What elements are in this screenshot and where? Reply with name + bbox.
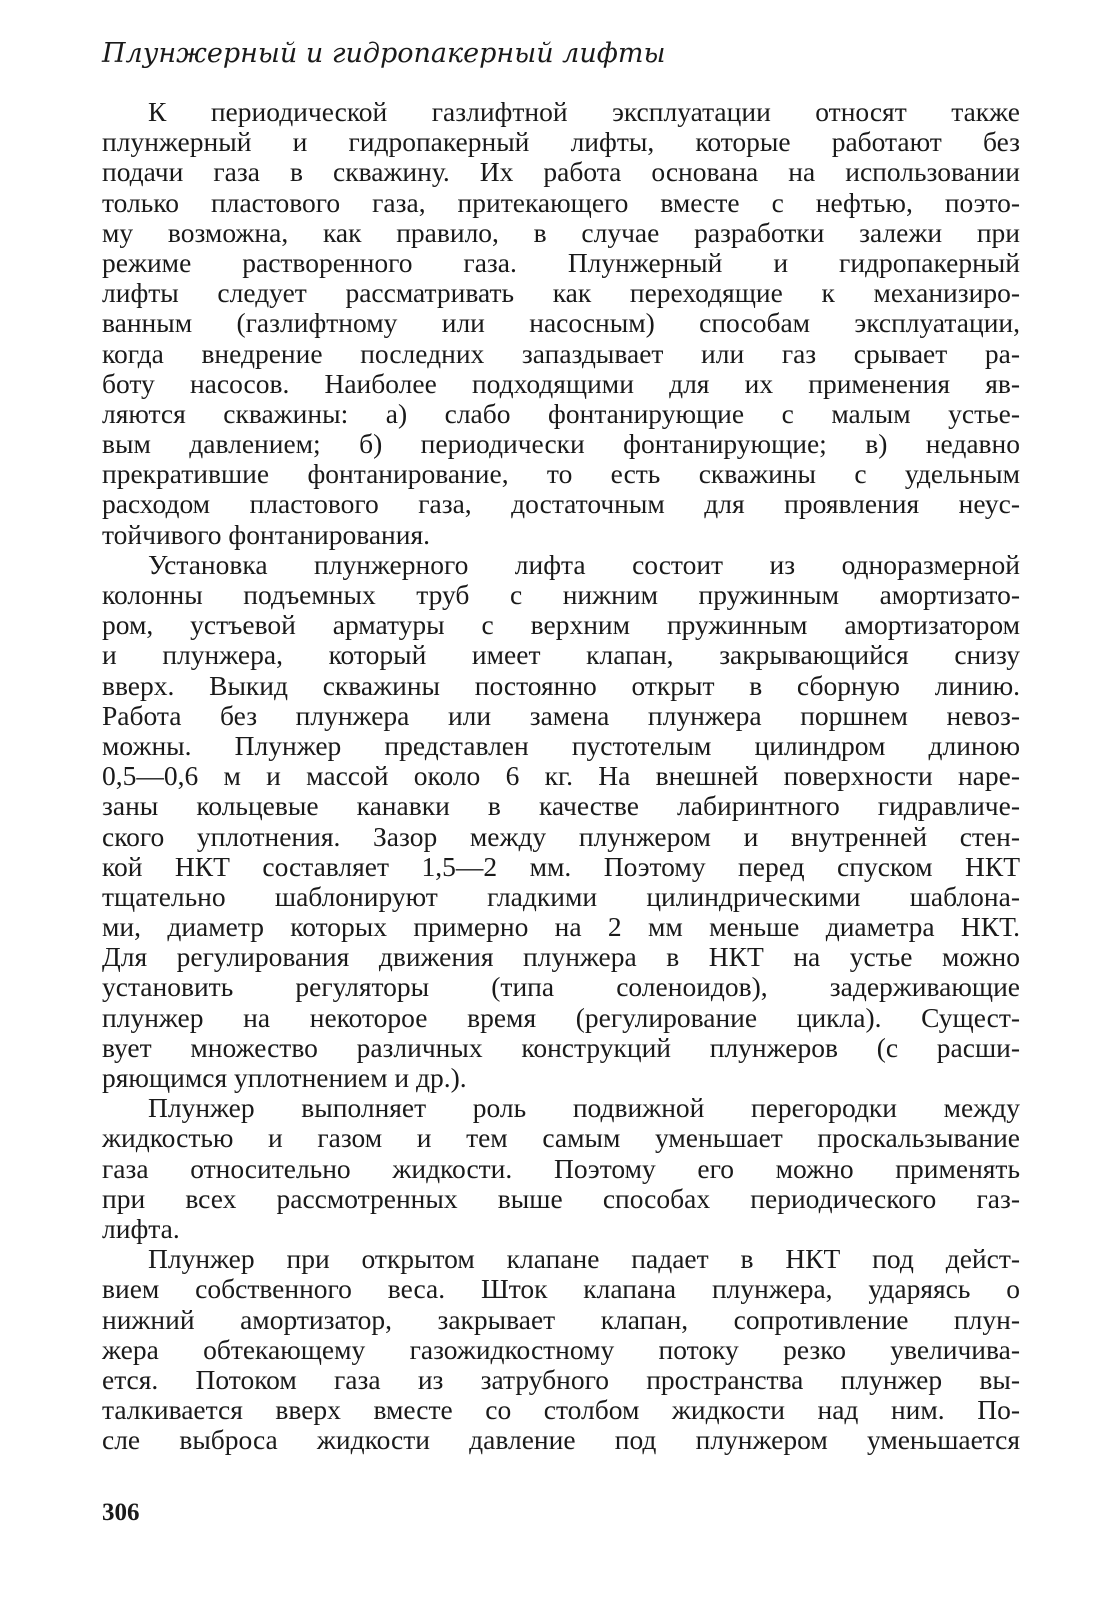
text-line: 0,5—0,6 м и массой около 6 кг. На внешней поверхности наре- [102,760,1020,792]
text-line: кой НКТ составляет 1,5—2 мм. Поэтому перед спуском НКТ [102,850,1020,882]
text-line: ром, устъевой арматуры с верхним пружинным амортизатором [102,609,1020,641]
text-line: лифта. [102,1212,180,1244]
text-line: газа относительно жидкости. Поэтому его можно применять [102,1152,1020,1184]
text-line: расходом пластового газа, достаточным для проявления неус- [102,488,1020,520]
text-line: Для регулирования движения плунжера в НКТ на устье можно [102,941,1020,973]
text-line: ванным (газлифтному или насосным) способам эксплуатации, [102,307,1020,339]
text-line: только пластового газа, притекающего вместе с нефтью, поэто- [102,186,1020,218]
text-line: боту насосов. Наиболее подходящими для их применения яв- [102,367,1020,399]
text-line: Плунжер выполняет роль подвижной перегородки между [148,1092,1020,1124]
text-line: прекратившие фонтанирование, то есть скважины с удельным [102,458,1020,490]
text-line: плунжерный и гидропакерный лифты, которые работают без [102,126,1020,158]
text-line: ми, диаметр которых примерно на 2 мм меньше диаметра НКТ. [102,911,1020,943]
text-line: режиме растворенного газа. Плунжерный и гидропакерный [102,246,1020,278]
text-line: колонны подъемных труб с нижним пружинным амортизато- [102,579,1020,610]
text-line: установить регуляторы (типа соленоидов), задерживающие [102,971,1020,1003]
text-line: нижний амортизатор, закрывает клапан, сопротивление плун- [102,1303,1020,1335]
text-line: му возможна, как правило, в случае разработки залежи при [102,216,1020,248]
text-line: вием собственного веса. Шток клапана плунжера, ударяясь о [102,1273,1020,1305]
text-line: тойчивого фонтанирования. [102,518,430,550]
text-line: подачи газа в скважину. Их работа основана на использовании [102,156,1020,188]
text-line: и плунжера, который имеет клапан, закрывающийся снизу [102,639,1020,671]
text-line: Работа без плунжера или замена плунжера поршнем невоз- [102,699,1020,731]
text-line: жера обтекающему газожидкостному потоку резко увеличива- [102,1333,1020,1365]
text-line: ского уплотнения. Зазор между плунжером и внутренней стен- [102,820,1020,852]
text-line: можны. Плунжер представлен пустотелым цилиндром длиною [102,729,1020,761]
text-line: ется. Потоком газа из затрубного пространства плунжер вы- [102,1363,1020,1395]
text-line: ляются скважины: а) слабо фонтанирующие с малым устье- [102,397,1020,429]
text-line: вым давлением; б) периодически фонтанирующие; в) недавно [102,428,1020,460]
text-line: Плунжер при открытом клапане падает в НКТ под дейст- [148,1243,1020,1275]
text-line: лифты следует рассматривать как переходящие к механизиро- [102,277,1020,309]
text-line: плунжер на некоторое время (регулирование цикла). Сущест- [102,1001,1020,1033]
text-line: Установка плунжерного лифта состоит из одноразмерной [148,548,1020,580]
text-line: ряющимся уплотнением и др.). [102,1062,467,1093]
text-line: вверх. Выкид скважины постоянно открыт в сборную линию. [102,669,1020,701]
text-line: талкивается вверх вместе со столбом жидкости над ним. По- [102,1394,1020,1426]
text-line: тщательно шаблонируют гладкими цилиндрическими шаблона- [102,880,1020,912]
body-text [102,97,1020,1455]
text-line: К периодической газлифтной эксплуатации относят также [148,96,1020,127]
text-line: заны кольцевые канавки в качестве лабиринтного гидравличе- [102,790,1020,822]
text-line: когда внедрение последних запаздывает или газ срывает ра- [102,337,1020,369]
text-line: вует множество различных конструкций плунжеров (с расши- [102,1031,1020,1063]
section-title: Плунжерный и гидропакерный лифты [102,38,666,69]
text-line: сле выброса жидкости давление под плунжером уменьшается [102,1424,1020,1456]
text-line: жидкостью и газом и тем самым уменьшает проскальзывание [102,1122,1020,1154]
text-line: при всех рассмотренных выше способах периодического газ- [102,1182,1020,1214]
page-number: 306 [102,1499,140,1526]
